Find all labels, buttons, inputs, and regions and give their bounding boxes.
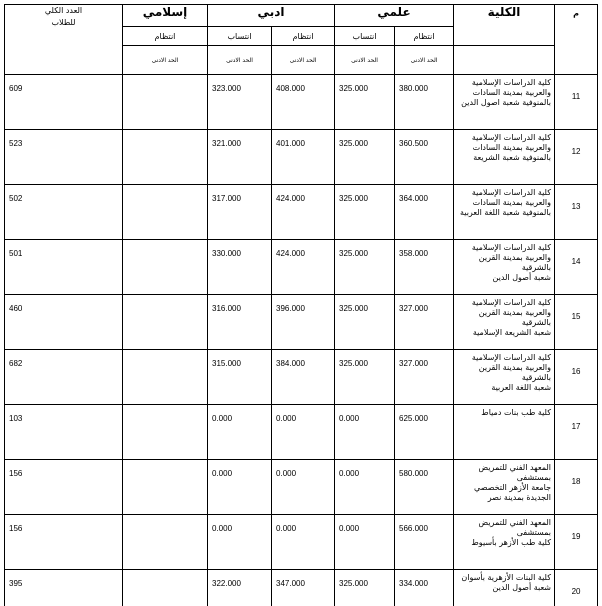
islamic-regular-cell bbox=[123, 515, 208, 570]
college-name-cell bbox=[454, 75, 555, 130]
literary-affiliation-cell: 0.000 bbox=[208, 515, 272, 570]
total-students-cell: 103 bbox=[5, 405, 123, 460]
table-row bbox=[5, 515, 598, 570]
science-regular-cell: 358.000 bbox=[395, 240, 454, 295]
total-students-cell: 502 bbox=[5, 185, 123, 240]
row-number-cell: 11 bbox=[555, 75, 598, 130]
college-name-line: والعربية بمدينة القرين بالشرقية bbox=[478, 363, 552, 382]
science-regular-header: انتظام bbox=[395, 27, 454, 46]
science-affiliation-cell: 325.000 bbox=[335, 350, 395, 405]
science-regular-min: الحد الادنى bbox=[395, 46, 454, 75]
college-name-cell bbox=[454, 130, 555, 185]
college-header-blank bbox=[454, 46, 555, 75]
science-regular-cell: 580.000 bbox=[395, 460, 454, 515]
science-regular-cell: 327.000 bbox=[395, 350, 454, 405]
college-name-line: المعهد الفني للتمريض بمستشفى bbox=[478, 463, 552, 482]
college-name-line: والعربية بمدينة السادات bbox=[472, 143, 552, 152]
table-row bbox=[5, 185, 598, 240]
total-students-cell: 156 bbox=[5, 460, 123, 515]
total-students-cell: 395 bbox=[5, 570, 123, 606]
literary-regular-cell: 347.000 bbox=[272, 570, 335, 606]
science-regular-cell: 380.000 bbox=[395, 75, 454, 130]
row-number-cell: 19 bbox=[555, 515, 598, 570]
science-affiliation-cell: 0.000 bbox=[335, 405, 395, 460]
literary-regular-cell: 424.000 bbox=[272, 185, 335, 240]
row-number-cell: 15 bbox=[555, 295, 598, 350]
row-number-header: م bbox=[555, 5, 598, 75]
college-name-line: كلية الدراسات الإسلامية bbox=[471, 78, 552, 87]
admissions-table bbox=[4, 4, 598, 606]
science-regular-cell: 327.000 bbox=[395, 295, 454, 350]
science-regular-cell: 625.000 bbox=[395, 405, 454, 460]
literary-affiliation-header: انتساب bbox=[208, 27, 272, 46]
science-affiliation-min: الحد الادنى bbox=[335, 46, 395, 75]
total-students-cell: 609 bbox=[5, 75, 123, 130]
literary-affiliation-cell: 330.000 bbox=[208, 240, 272, 295]
science-affiliation-header: انتساب bbox=[335, 27, 395, 46]
islamic-group-header: إسلامي bbox=[123, 5, 208, 27]
college-name-line: كلية طب بنات دمياط bbox=[481, 408, 552, 417]
college-name-line: بالمنوفية شعبة الشريعة bbox=[473, 153, 552, 162]
science-affiliation-cell: 325.000 bbox=[335, 295, 395, 350]
table-body bbox=[5, 75, 598, 606]
college-name-line: كلية الدراسات الإسلامية bbox=[471, 133, 552, 142]
total-header-line2: للطلاب bbox=[51, 18, 76, 27]
total-students-cell: 501 bbox=[5, 240, 123, 295]
college-name-cell bbox=[454, 570, 555, 606]
literary-regular-cell: 408.000 bbox=[272, 75, 335, 130]
literary-regular-cell: 0.000 bbox=[272, 405, 335, 460]
science-affiliation-cell: 0.000 bbox=[335, 515, 395, 570]
islamic-regular-cell bbox=[123, 350, 208, 405]
literary-affiliation-cell: 0.000 bbox=[208, 405, 272, 460]
literary-affiliation-cell: 317.000 bbox=[208, 185, 272, 240]
college-name-line: بالمنوفية شعبة اصول الدين bbox=[461, 98, 552, 107]
islamic-regular-cell bbox=[123, 240, 208, 295]
college-name-cell bbox=[454, 240, 555, 295]
row-number-cell: 20 bbox=[555, 570, 598, 606]
islamic-regular-header: انتظام bbox=[123, 27, 208, 46]
college-name-line: كلية الدراسات الإسلامية bbox=[471, 188, 552, 197]
college-name-line: كلية البنات الأزهرية بأسوان bbox=[461, 573, 552, 582]
literary-affiliation-cell: 322.000 bbox=[208, 570, 272, 606]
science-group-header: علمي bbox=[335, 5, 454, 27]
science-affiliation-cell: 325.000 bbox=[335, 130, 395, 185]
table-row bbox=[5, 570, 598, 606]
literary-regular-cell: 396.000 bbox=[272, 295, 335, 350]
college-name-line: بالمنوفية شعبة اللغة العربية bbox=[460, 208, 552, 217]
science-affiliation-cell: 325.000 bbox=[335, 240, 395, 295]
literary-regular-cell: 384.000 bbox=[272, 350, 335, 405]
table-row bbox=[5, 460, 598, 515]
islamic-regular-cell bbox=[123, 295, 208, 350]
college-name-line: شعبة اللغة العربية bbox=[491, 383, 552, 392]
college-name-line: كلية طب الأزهر بأسيوط bbox=[471, 538, 552, 547]
literary-regular-min: الحد الادنى bbox=[272, 46, 335, 75]
college-name-cell bbox=[454, 515, 555, 570]
science-affiliation-cell: 325.000 bbox=[335, 75, 395, 130]
college-name-line: الجديدة بمدينة نصر bbox=[487, 493, 552, 502]
science-affiliation-cell: 325.000 bbox=[335, 185, 395, 240]
literary-affiliation-cell: 0.000 bbox=[208, 460, 272, 515]
college-name-line: شعبة الشريعة الإسلامية bbox=[472, 328, 552, 337]
table-row bbox=[5, 405, 598, 460]
islamic-regular-cell bbox=[123, 460, 208, 515]
row-number-cell: 16 bbox=[555, 350, 598, 405]
total-students-cell: 156 bbox=[5, 515, 123, 570]
college-name-line: المعهد الفني للتمريض بمستشفى bbox=[478, 518, 552, 537]
table-row bbox=[5, 75, 598, 130]
college-name-line: شعبة أصول الدين bbox=[492, 273, 552, 282]
literary-affiliation-min: الحد الادنى bbox=[208, 46, 272, 75]
total-students-header bbox=[5, 5, 123, 75]
college-name-line: شعبة أصول الدين bbox=[492, 583, 552, 592]
college-name-cell bbox=[454, 185, 555, 240]
college-name-cell bbox=[454, 460, 555, 515]
college-name-line: والعربية بمدينة القرين بالشرقية bbox=[478, 308, 552, 327]
college-name-line: كلية الدراسات الإسلامية bbox=[471, 243, 552, 252]
literary-regular-cell: 0.000 bbox=[272, 515, 335, 570]
college-name-line: والعربية بمدينة القرين بالشرقية bbox=[478, 253, 552, 272]
college-name-line: والعربية بمدينة السادات bbox=[472, 198, 552, 207]
literary-affiliation-cell: 323.000 bbox=[208, 75, 272, 130]
islamic-regular-cell bbox=[123, 185, 208, 240]
row-number-cell: 13 bbox=[555, 185, 598, 240]
literary-regular-cell: 401.000 bbox=[272, 130, 335, 185]
row-number-cell: 17 bbox=[555, 405, 598, 460]
islamic-regular-cell bbox=[123, 130, 208, 185]
islamic-regular-min: الحد الادنى bbox=[123, 46, 208, 75]
islamic-regular-cell bbox=[123, 405, 208, 460]
total-students-cell: 682 bbox=[5, 350, 123, 405]
literary-affiliation-cell: 321.000 bbox=[208, 130, 272, 185]
table-row bbox=[5, 295, 598, 350]
literary-regular-cell: 0.000 bbox=[272, 460, 335, 515]
science-regular-cell: 360.500 bbox=[395, 130, 454, 185]
college-name-cell bbox=[454, 405, 555, 460]
literary-affiliation-cell: 315.000 bbox=[208, 350, 272, 405]
science-regular-cell: 566.000 bbox=[395, 515, 454, 570]
literary-group-header: ادبي bbox=[208, 5, 335, 27]
science-affiliation-cell: 0.000 bbox=[335, 460, 395, 515]
islamic-regular-cell bbox=[123, 75, 208, 130]
table-row bbox=[5, 240, 598, 295]
literary-regular-cell: 424.000 bbox=[272, 240, 335, 295]
college-name-line: والعربية بمدينة السادات bbox=[472, 88, 552, 97]
header-row-groups bbox=[5, 5, 598, 27]
islamic-regular-cell bbox=[123, 570, 208, 606]
college-name-cell bbox=[454, 295, 555, 350]
row-number-cell: 18 bbox=[555, 460, 598, 515]
literary-regular-header: انتظام bbox=[272, 27, 335, 46]
science-regular-cell: 364.000 bbox=[395, 185, 454, 240]
college-name-line: جامعة الأزهر التخصصي bbox=[474, 483, 552, 492]
total-students-cell: 460 bbox=[5, 295, 123, 350]
science-affiliation-cell: 325.000 bbox=[335, 570, 395, 606]
college-name-line: كلية الدراسات الإسلامية bbox=[471, 353, 552, 362]
total-header-line1: العدد الكلي bbox=[44, 6, 83, 15]
table-row bbox=[5, 130, 598, 185]
college-header: الكلية bbox=[454, 5, 555, 46]
literary-affiliation-cell: 316.000 bbox=[208, 295, 272, 350]
college-name-cell bbox=[454, 350, 555, 405]
row-number-cell: 14 bbox=[555, 240, 598, 295]
total-students-cell: 523 bbox=[5, 130, 123, 185]
college-name-line: كلية الدراسات الإسلامية bbox=[471, 298, 552, 307]
table-row bbox=[5, 350, 598, 405]
row-number-cell: 12 bbox=[555, 130, 598, 185]
science-regular-cell: 334.000 bbox=[395, 570, 454, 606]
